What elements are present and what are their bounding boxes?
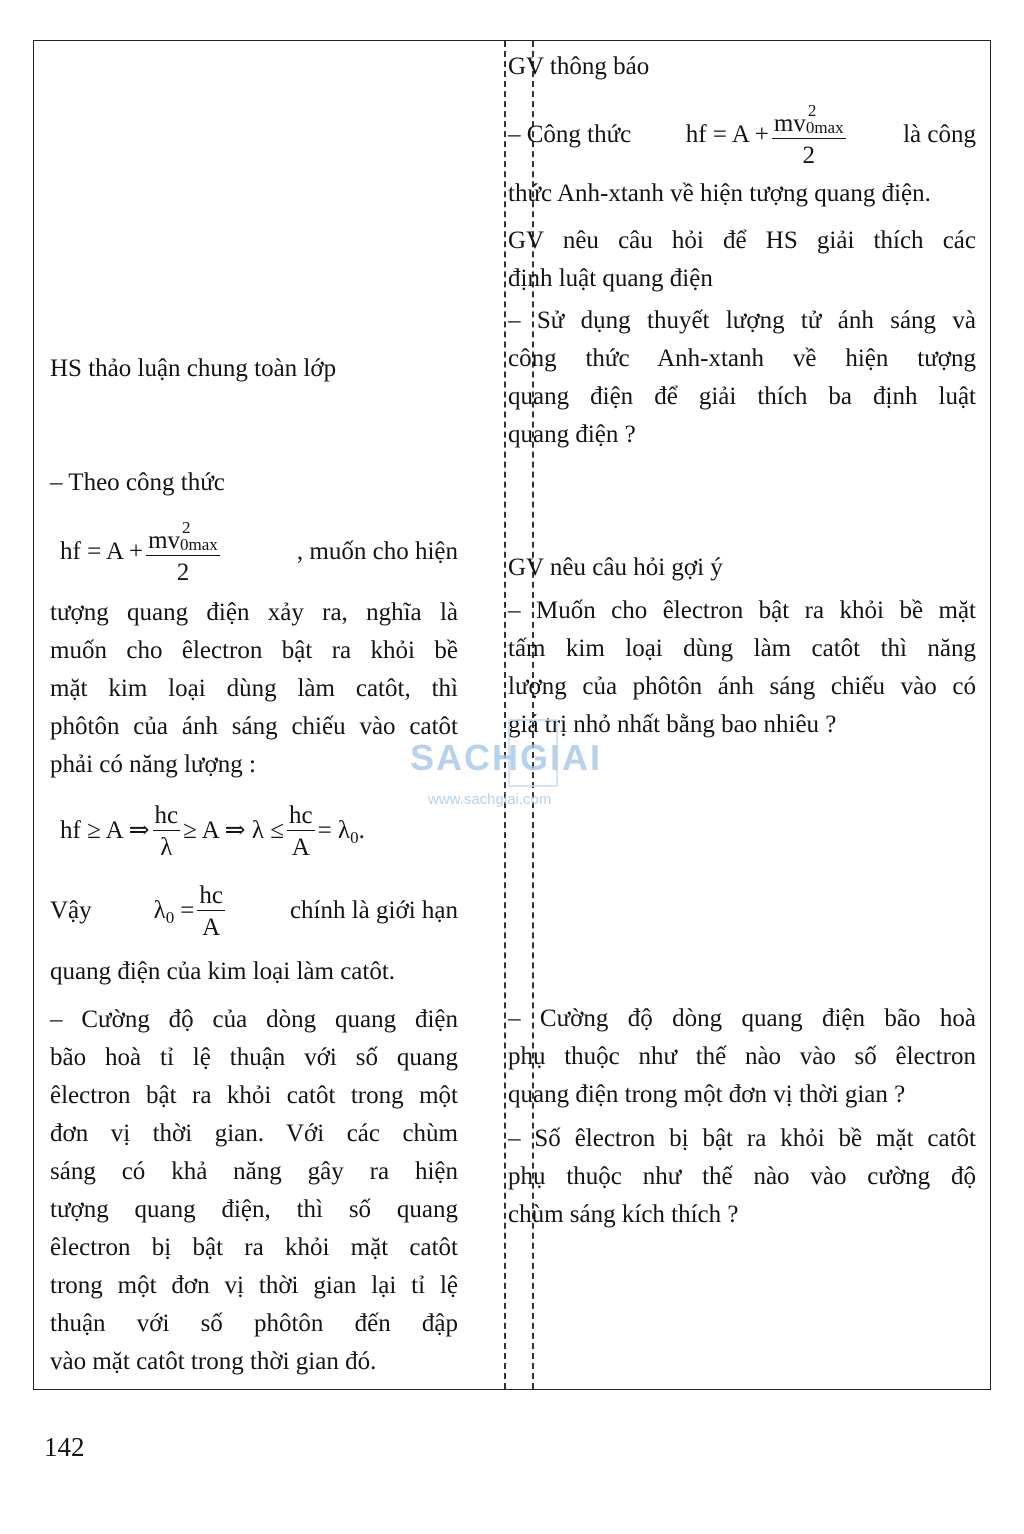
q2-line4: quang điện ? <box>508 421 636 448</box>
vay-word: Vậy <box>50 897 92 924</box>
formula-mv: mv <box>773 110 806 137</box>
theo-cong-thuc: – Theo công thức <box>50 469 225 496</box>
vay-tail: chính là giới hạn <box>289 897 458 924</box>
ineq-b: ≥ A ⇒ λ ≤ <box>183 817 284 844</box>
p1-line2: muốn cho êlectron bật ra khỏi bề <box>50 637 458 664</box>
q4-line1: – Cường độ dòng quang điện bão hoà <box>508 1005 976 1032</box>
vay-frac-num: hc <box>199 881 223 909</box>
q1-line1: GV nêu câu hỏi để HS giải thích các <box>508 227 976 254</box>
q2-line3: quang điện để giải thích ba định luật <box>508 383 976 410</box>
gv-thong-bao: GV thông báo <box>508 53 650 80</box>
p2-line8: trong một đơn vị thời gian lại tỉ lệ <box>50 1272 458 1299</box>
lambda0-formula <box>154 883 228 940</box>
p1-line3: mặt kim loại dùng làm catôt, thì <box>50 675 458 702</box>
p1-line5: phải có năng lượng : <box>50 751 256 778</box>
watermark-url: www.sachgiai.com <box>428 791 552 808</box>
vay-frac-den: A <box>202 913 221 941</box>
ineq-end: . <box>358 817 365 844</box>
watermark-logo <box>410 715 620 815</box>
q5-line3: chùm sáng kích thích ? <box>508 1201 739 1228</box>
q4-line2: phụ thuộc như thế nào vào số êlectron <box>508 1043 976 1070</box>
formula-fraction <box>772 102 846 168</box>
formula-intro: – Công thức <box>508 121 632 148</box>
ineq-frac2-den: A <box>291 833 310 861</box>
left-formula-hf: hf = A + <box>60 538 144 565</box>
p2-line6: tượng quang điện, thì số quang <box>50 1196 458 1223</box>
formula-line2: thức Anh-xtanh về hiện tượng quang điện. <box>508 180 931 207</box>
left-formula-mv: mv <box>148 527 181 554</box>
left-formula-line <box>60 514 458 590</box>
ineq-frac1-den: λ <box>160 833 173 861</box>
page-number: 142 <box>44 1432 85 1462</box>
ineq-c: = λ <box>317 817 351 844</box>
q3-title: GV nêu câu hỏi gợi ý <box>508 554 723 581</box>
vay-line2: quang điện của kim loại làm catôt. <box>50 958 396 985</box>
vay-frac <box>197 883 225 940</box>
formula-sub: 0max <box>805 118 844 137</box>
p2-line2: bão hoà tỉ lệ thuận với số quang <box>50 1044 458 1071</box>
p2-line3: êlectron bật ra khỏi catôt trong một <box>50 1082 458 1109</box>
formula-hf: hf = A + <box>685 121 769 148</box>
q2-line2: công thức Anh-xtanh về hiện tượng <box>508 345 976 372</box>
vay-line <box>50 876 458 946</box>
q1-line2: định luật quang điện <box>508 265 713 292</box>
q2-line1: – Sử dụng thuyết lượng tử ánh sáng và <box>508 307 976 334</box>
ineq-frac2-num: hc <box>288 801 313 829</box>
formula-den: 2 <box>802 142 815 169</box>
ineq-a: hf ≥ A ⇒ <box>60 817 150 844</box>
q3-line1: – Muốn cho êlectron bật ra khỏi bề mặt <box>508 597 976 624</box>
left-formula-fraction <box>146 519 220 585</box>
q5-line1: – Số êlectron bị bật ra khỏi bề mặt catôt <box>508 1125 976 1152</box>
p2-line1: – Cường độ của dòng quang điện <box>50 1006 458 1033</box>
formula-sup: 2 <box>807 101 817 120</box>
q4-line3: quang điện trong một đơn vị thời gian ? <box>508 1081 906 1108</box>
ineq-c-sub: 0 <box>350 828 359 847</box>
einstein-formula <box>686 102 849 168</box>
left-formula-den: 2 <box>176 559 190 586</box>
q3-line3: lượng của phôtôn ánh sáng chiếu vào có <box>508 673 976 700</box>
p2-line10: vào mặt catôt trong thời gian đó. <box>50 1348 377 1375</box>
left-formula-sup: 2 <box>182 518 191 537</box>
watermark-brand: SACHGIAI <box>410 737 603 778</box>
p1-line4: phôtôn của ánh sáng chiếu vào catôt <box>50 713 458 740</box>
p2-line7: êlectron bị bật ra khỏi mặt catôt <box>50 1234 458 1261</box>
q5-line2: phụ thuộc như thế nào vào cường độ <box>508 1163 976 1190</box>
lambda0: λ <box>153 897 166 924</box>
inequality-line <box>60 796 365 866</box>
left-formula-tail: , muốn cho hiện <box>296 538 458 565</box>
lambda0-sub: 0 <box>165 908 175 927</box>
left-formula-sub: 0max <box>180 535 218 554</box>
q3-line4: giá trị nhỏ nhất bằng bao nhiêu ? <box>508 711 837 738</box>
ineq-frac1 <box>153 803 181 860</box>
ineq-frac1-num: hc <box>154 801 179 829</box>
lambda0-eq: = <box>180 897 195 924</box>
p1-line1: tượng quang điện xảy ra, nghĩa là <box>50 599 458 626</box>
hs-discuss: HS thảo luận chung toàn lớp <box>50 355 337 382</box>
p2-line4: đơn vị thời gian. Với các chùm <box>50 1120 458 1147</box>
formula-tail: là công <box>903 121 976 148</box>
ineq-frac2 <box>287 803 315 860</box>
einstein-formula-line <box>508 98 976 172</box>
q3-line2: tấm kim loại dùng làm catôt thì năng <box>508 635 976 662</box>
left-einstein-formula <box>60 519 223 585</box>
p2-line5: sáng có khả năng gây ra hiện <box>50 1158 458 1185</box>
p2-line9: thuận với số phôtôn đến đập <box>50 1310 458 1337</box>
